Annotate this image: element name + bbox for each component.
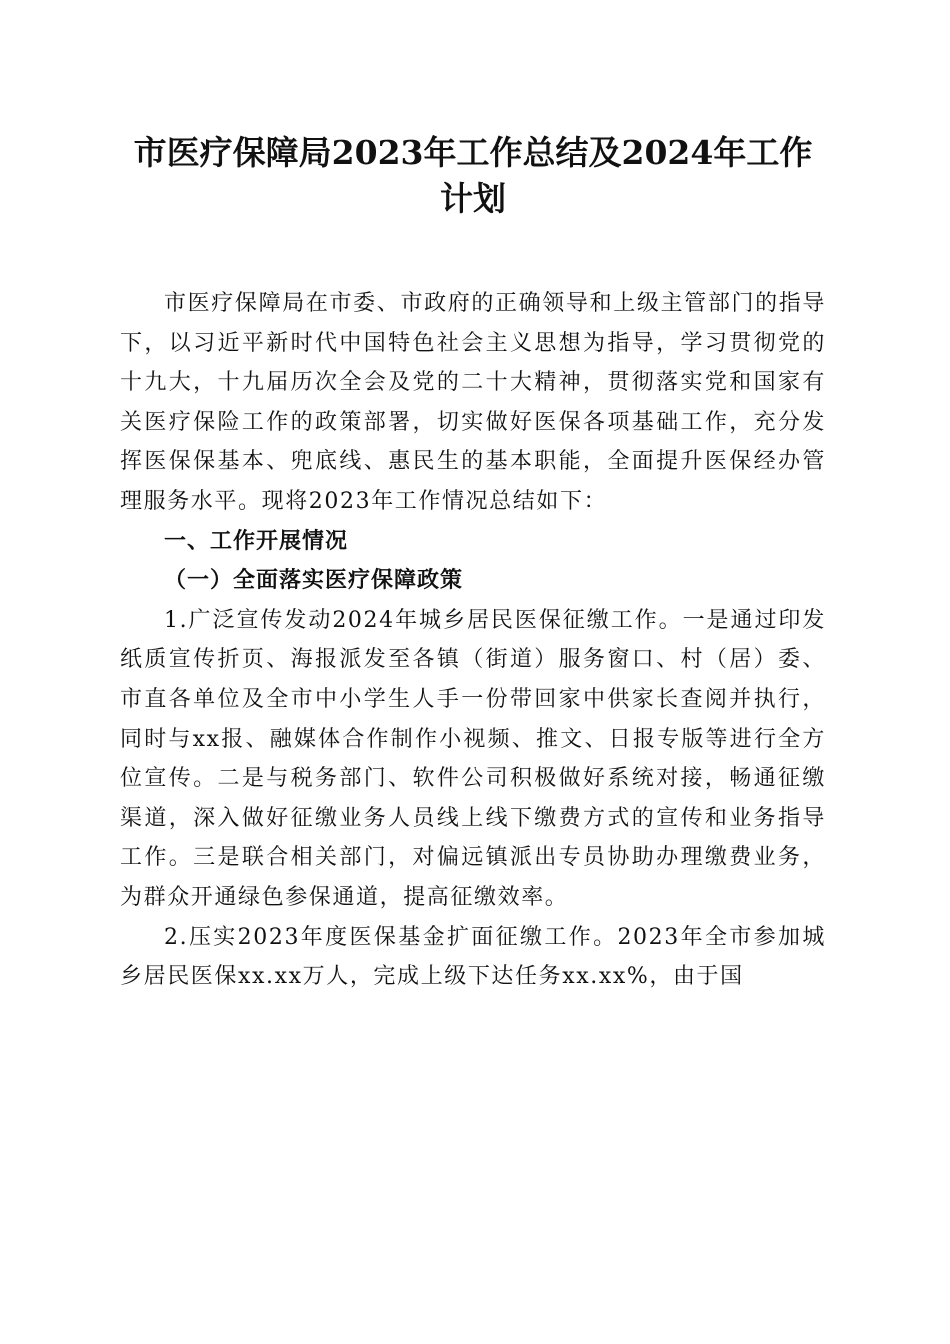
document-body (120, 284, 826, 997)
section-heading: 一、工作开展情况 (164, 528, 349, 554)
document-page (120, 130, 826, 997)
subsection-heading: （一）全面落实医疗保障政策 (164, 567, 464, 594)
item-paragraph-1: 1.广泛宣传发动2024年城乡居民医保征缴工作。一是通过印发纸质宣传折页、海报派发至各镇（街道）服务窗口、村（居）委、市直各单位及全市中小学生人手一份带回家中供家长查阅并执行，同时与xx报、融媒体合作制作小视频、推文、日报专版等进行全方位宣传。二是与税务部门、软件公司积极做好系统对接，畅通征缴渠道，深入做好征缴业务人员线上线下缴费方式的宣传和业务指导工作。三是联合相关部门，对偏远镇派出专员协助办理缴费业务，为群众开通绿色参保通道，提高征缴效率。 (120, 607, 826, 910)
document-title: 市医疗保障局2023年工作总结及2024年工作计划 (133, 133, 813, 218)
item-paragraph-2: 2.压实2023年度医保基金扩面征缴工作。2023年全市参加城乡居民医保xx.xx万人，完成上级下达任务xx.xx%，由于国 (120, 924, 826, 990)
intro-paragraph: 市医疗保障局在市委、市政府的正确领导和上级主管部门的指导下，以习近平新时代中国特色社会主义思想为指导，学习贯彻党的十九大，十九届历次全会及党的二十大精神，贯彻落实党和国家有关医疗保险工作的政策部署，切实做好医保各项基础工作，充分发挥医保保基本、兜底线、惠民生的基本职能，全面提升医保经办管理服务水平。现将2023年工作情况总结如下： (120, 291, 826, 514)
